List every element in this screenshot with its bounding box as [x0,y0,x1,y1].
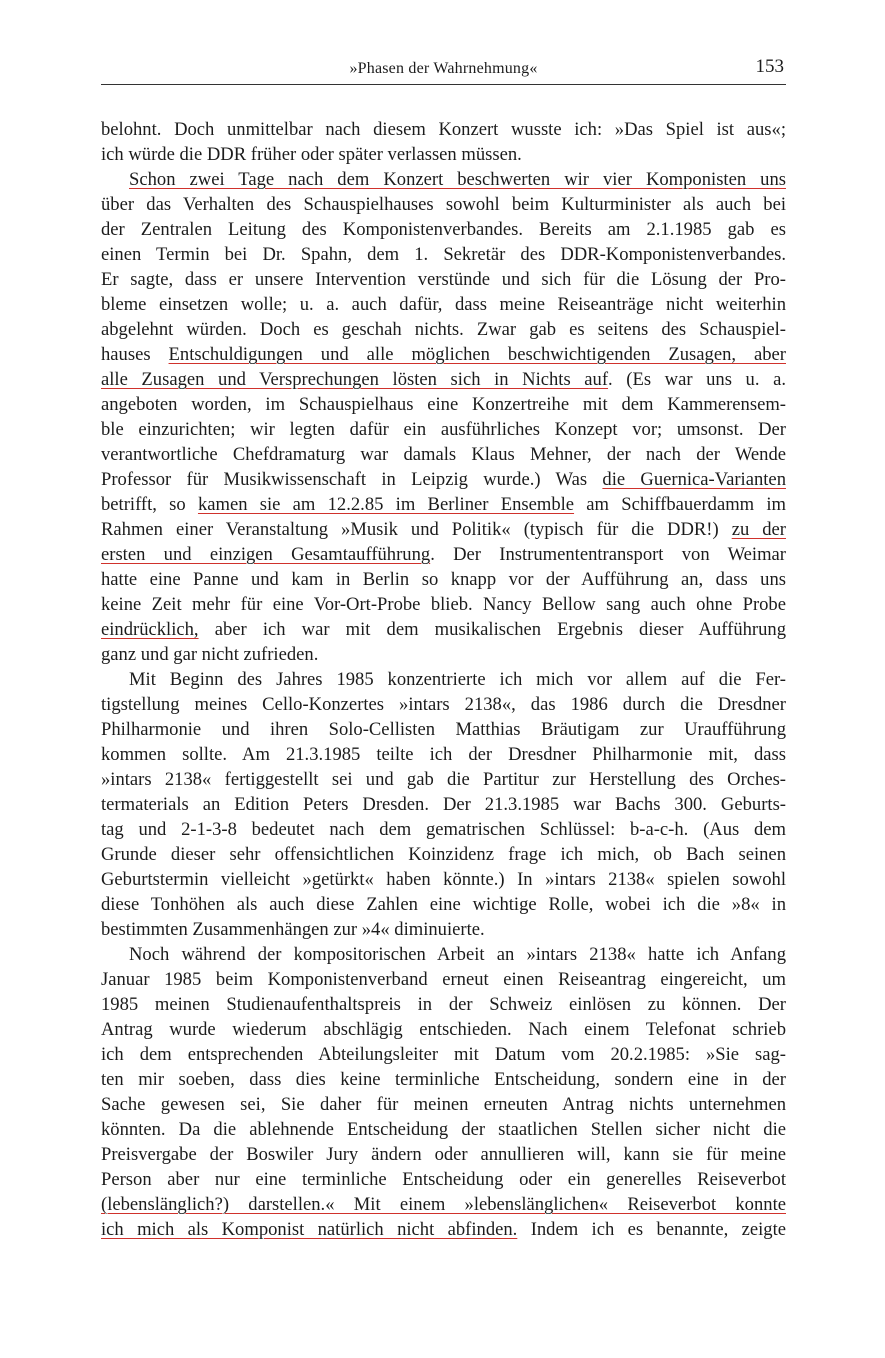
page-number: 153 [755,56,784,77]
text-line: der Zentralen Leitung des Komponistenverbandes. Bereits am 2.1.1985 gab es [101,219,786,240]
text-line: Preisvergabe der Boswiler Jury ändern oder annullieren will, kann sie für meine [101,1144,786,1165]
text-line: tag und 2-1-3-8 bedeutet nach dem gematrischen Schlüssel: b-a-c-h. (Aus dem [101,819,786,840]
text-line: einen Termin bei Dr. Spahn, dem 1. Sekretär des DDR-Komponistenverbandes. [101,244,786,265]
text-line: »intars 2138« fertiggestellt sei und gab die Partitur zur Herstellung des Orches- [101,769,786,790]
text-line: Mit Beginn des Jahres 1985 konzentrierte ich mich vor allem auf die Fer- [129,669,786,690]
red-underline-annotation: die Guernica-Varianten [602,469,786,490]
text-line: Professor für Musikwissenschaft in Leipzig wurde.) Was die Guernica-Varianten [101,469,786,490]
text-line [101,167,786,192]
red-underline-annotation: alle Zusagen und Versprechungen lösten sich in Nichts auf [101,369,609,390]
text-line: Grunde dieser sehr offensichtlichen Koinzidenz frage ich mich, ob Bach seinen [101,844,786,865]
red-underline-annotation: (lebenslänglich?) darstellen.« Mit einem »lebenslänglichen« Reiseverbot konnte [101,1194,786,1215]
text-line: kommen sollte. Am 21.3.1985 teilte ich der Dresdner Philharmonie mit, dass [101,744,786,765]
red-underline-annotation: ich mich als Komponist natürlich nicht abfinden. [101,1219,518,1240]
text-line: verantwortliche Chefdramaturg war damals Klaus Mehner, der nach der Wende [101,444,786,465]
text-line: bestimmten Zusammenhängen zur »4« diminuierte. [101,919,485,940]
text-line: bleme einsetzen wolle; u. a. auch dafür, dass meine Reiseanträge nicht weiterhin [101,294,786,315]
text-line: Januar 1985 beim Komponistenverband erneut einen Reiseantrag eingereicht, um [101,969,786,990]
red-underline-annotation: ersten und einzigen Gesamtaufführung [101,544,431,565]
red-underline-annotation: zu der [731,519,786,540]
text-line: keine Zeit mehr für eine Vor-Ort-Probe blieb. Nancy Bellow sang auch ohne Probe [101,594,786,615]
text-line: eindrücklich, aber ich war mit dem musikalischen Ergebnis dieser Aufführung [101,619,786,640]
text-line: Antrag wurde wiederum abschlägig entschieden. Nach einem Telefonat schrieb [101,1019,786,1040]
text-line: ersten und einzigen Gesamtaufführung. Der Instrumententransport von Weimar [101,544,786,565]
text-line: ten mir soeben, dass dies keine terminliche Entscheidung, sondern eine in der [101,1069,786,1090]
text-line: ich dem entsprechenden Abteilungsleiter mit Datum vom 20.2.1985: »Sie sag- [101,1044,786,1065]
running-title: »Phasen der Wahrnehmung« [349,60,538,77]
text-line: könnten. Da die ablehnende Entscheidung der staatlichen Stellen sicher nicht die [101,1119,786,1140]
red-underline-annotation: Schon zwei Tage nach dem Konzert beschwerten wir vier Komponisten uns [129,169,786,190]
text-line: Person aber nur eine terminliche Entscheidung oder ein generelles Reiseverbot [101,1169,786,1190]
text-line: ich mich als Komponist natürlich nicht abfinden. Indem ich es benannte, zeigte [101,1219,786,1240]
red-underline-annotation: kamen sie am 12.2.85 im Berliner Ensemble [197,494,575,515]
text-line: ich würde die DDR früher oder später verlassen müssen. [101,144,522,165]
red-underline-annotation: Entschuldigungen und alle möglichen beschwichtigenden Zusagen, aber [168,344,786,365]
text-line: 1985 meinen Studienaufenthaltspreis in der Schweiz einlösen zu können. Der [101,994,786,1015]
text-line: ble einzurichten; wir legten dafür ein ausführliches Konzept vor; umsonst. Der [101,419,786,440]
text-line: Sache gewesen sei, Sie daher für meinen erneuten Antrag nichts unternehmen [101,1094,786,1115]
text-line: hauses Entschuldigungen und alle möglichen beschwichtigenden Zusagen, aber [101,344,786,365]
text-line: abgelehnt würden. Doch es geschah nichts. Zwar gab es seitens des Schauspiel- [101,319,786,340]
text-line: betrifft, so kamen sie am 12.2.85 im Berliner Ensemble am Schiffbauerdamm im [101,494,787,515]
body-text [101,117,786,1242]
text-line: tigstellung meines Cello-Konzertes »intars 2138«, das 1986 durch die Dresdner [101,694,786,715]
text-line: hatte eine Panne und kam in Berlin so knapp vor der Aufführung an, dass uns [101,569,786,590]
text-line: Geburtstermin vielleicht »getürkt« haben könnte.) In »intars 2138« spielen sowohl [101,869,786,890]
text-line: Noch während der kompositorischen Arbeit an »intars 2138« hatte ich Anfang [129,944,786,965]
text-line [101,1192,786,1217]
text-line: über das Verhalten des Schauspielhauses sowohl beim Kulturminister als auch bei [101,194,786,215]
running-header [101,56,786,85]
text-line: ganz und gar nicht zufrieden. [101,644,319,665]
text-line: belohnt. Doch unmittelbar nach diesem Konzert wusste ich: »Das Spiel ist aus«; [101,119,786,140]
text-line: termaterials an Edition Peters Dresden. Der 21.3.1985 war Bachs 300. Geburts- [101,794,786,815]
text-line: alle Zusagen und Versprechungen lösten sich in Nichts auf. (Es war uns u. a. [101,369,786,390]
text-line: Philharmonie und ihren Solo-Cellisten Matthias Bräutigam zur Uraufführung [101,719,786,740]
text-line: Rahmen einer Veranstaltung »Musik und Politik« (typisch für die DDR!) zu der [101,519,786,540]
text-line: Er sagte, dass er unsere Intervention verstünde und sich für die Lösung der Pro- [101,269,786,290]
red-underline-annotation: eindrücklich, [101,619,199,640]
text-line: angeboten worden, im Schauspielhaus eine Konzertreihe mit dem Kammerensem- [101,394,786,415]
text-line: diese Tonhöhen als auch diese Zahlen eine wichtige Rolle, wobei ich die »8« in [101,894,786,915]
